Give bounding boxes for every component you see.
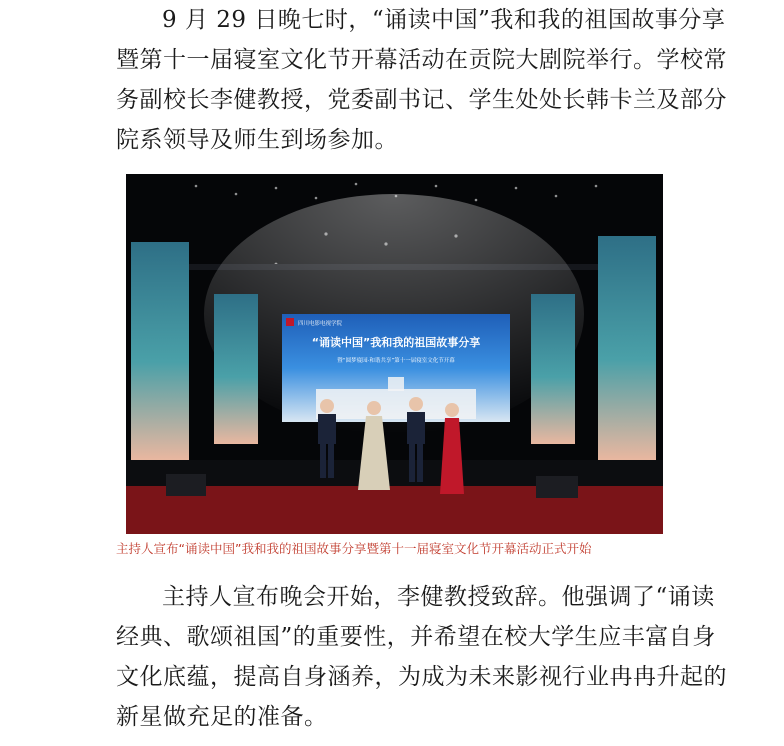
paragraph-speech	[116, 577, 727, 737]
photo-caption: 主持人宣布“诵读中国”我和我的祖国故事分享暨第十一届寝室文化节开幕活动正式开始	[116, 541, 592, 556]
paragraph-line: 文化底蕴，提高自身涵养，为成为未来影视行业冉冉升起的	[116, 664, 727, 690]
paragraph-line: 务副校长李健教授，党委副书记、学生处处长韩卡兰及部分	[116, 87, 727, 113]
right-outer-panel	[598, 236, 656, 460]
left-outer-panel	[131, 242, 189, 460]
screen-title: “诵读中国”我和我的祖国故事分享	[311, 336, 481, 349]
paragraph-intro	[116, 0, 727, 160]
stage-illustration	[126, 174, 663, 534]
left-inner-panel	[214, 294, 258, 444]
paragraph-line: 经典、歌颂祖国”的重要性，并希望在校大学生应丰富自身	[116, 624, 716, 650]
screen-subtitle: 暨“圆梦寝园·和谐共享”第十一届寝室文化节开幕	[337, 358, 455, 364]
paragraph-line: 院系领导及师生到场参加。	[116, 127, 398, 153]
screen-logo-text: 四川电影电视学院	[298, 321, 343, 327]
paragraph-line: 主持人宣布晚会开始，李健教授致辞。他强调了“诵读	[162, 584, 715, 610]
paragraph-line: 9 月 29 日晚七时，“诵读中国”我和我的祖国故事分享	[162, 7, 726, 33]
stage-carpet	[126, 486, 663, 534]
logo-icon	[286, 318, 294, 326]
paragraph-line: 暨第十一届寝室文化节开幕活动在贡院大剧院举行。学校常	[116, 47, 727, 73]
paragraph-line: 新星做充足的准备。	[116, 704, 328, 730]
right-inner-panel	[531, 294, 575, 444]
event-photo	[126, 174, 663, 534]
